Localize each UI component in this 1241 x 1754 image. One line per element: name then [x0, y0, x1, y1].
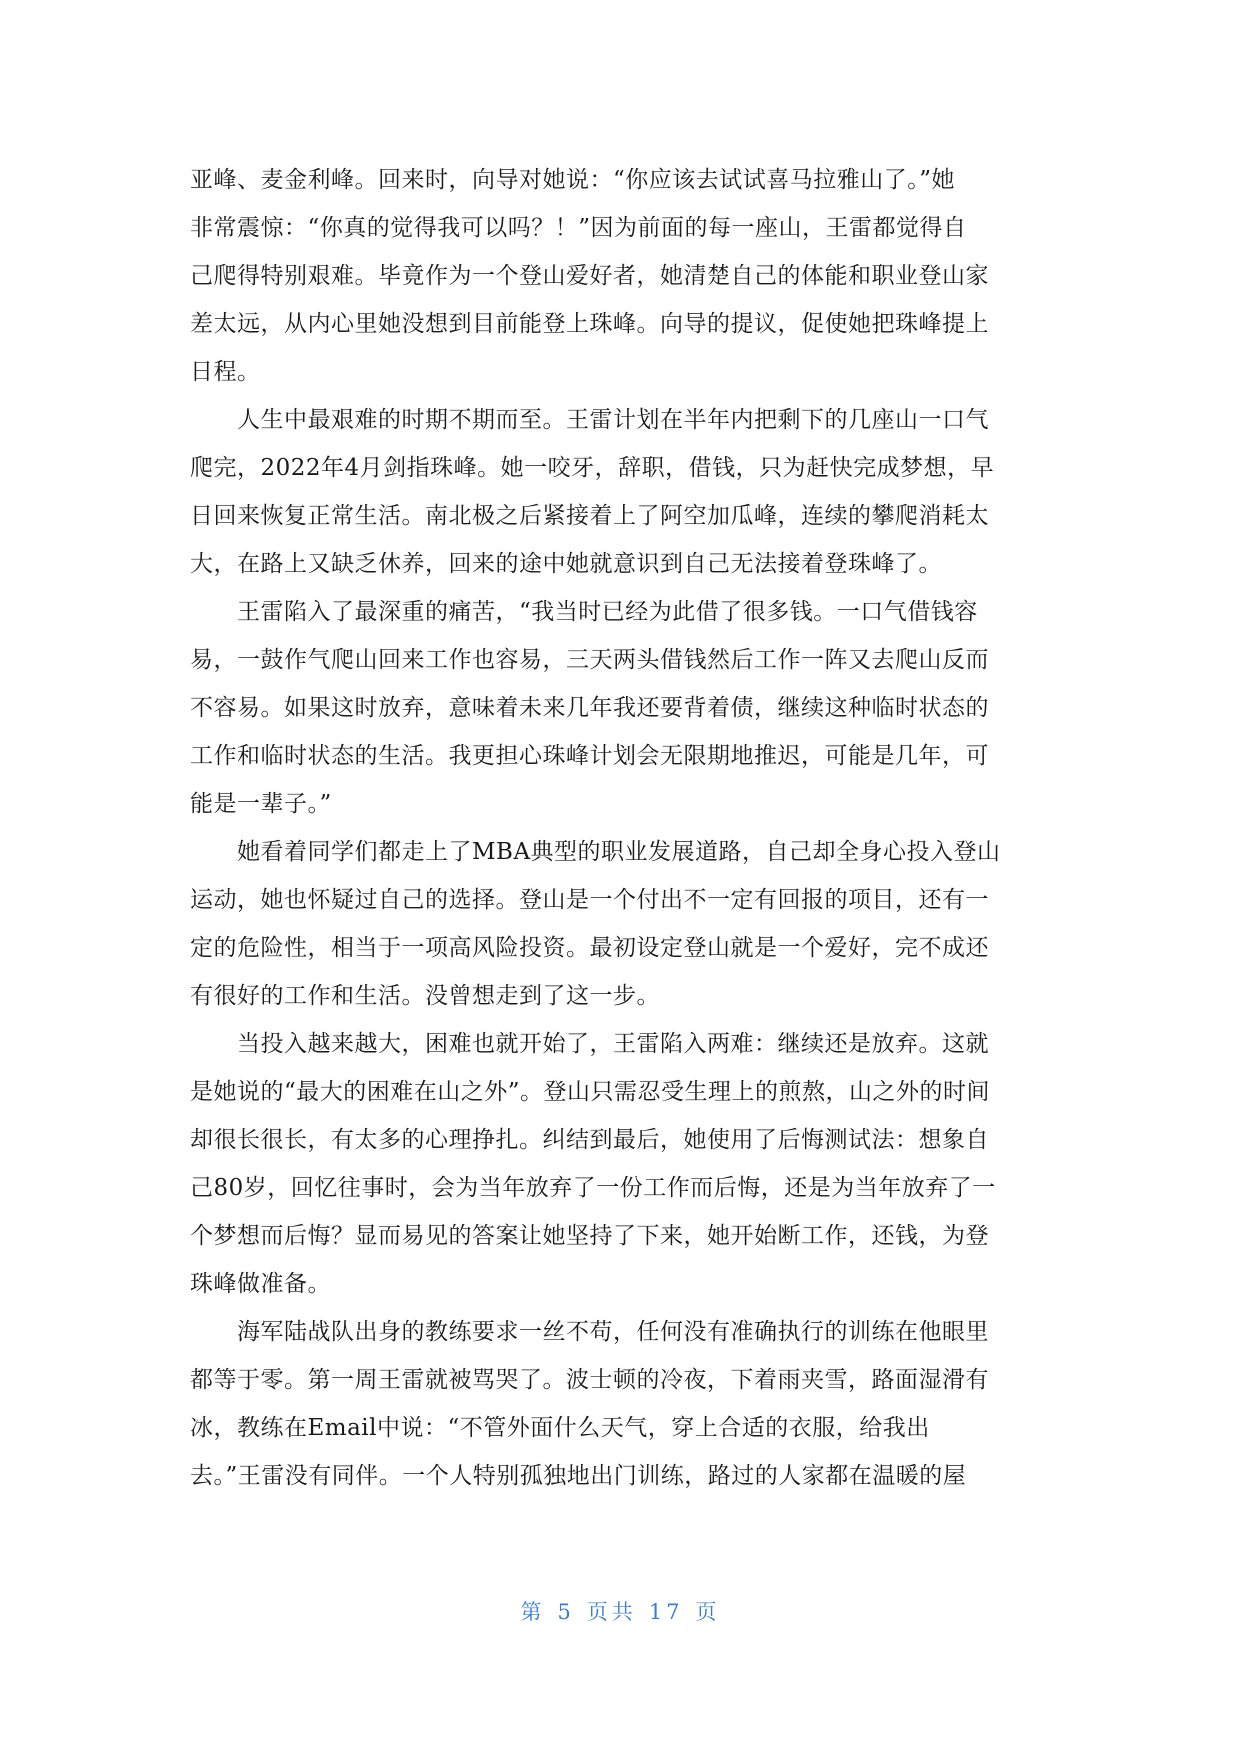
text-line: 定的危险性，相当于一项高风险投资。最初设定登山就是一个爱好，完不成还 [190, 935, 989, 961]
text-line: 人生中最艰难的时期不期而至。王雷计划在半年内把剩下的几座山一口气 [190, 407, 989, 433]
body-text [190, 156, 1050, 1500]
text-line: 爬完，2022年4月剑指珠峰。她一咬牙，辞职，借钱，只为赶快完成梦想，早 [190, 455, 995, 481]
text-line: 有很好的工作和生活。没曾想走到了这一步。 [190, 983, 660, 1009]
text-line: 个梦想而后悔？显而易见的答案让她坚持了下来，她开始断工作，还钱，为登 [190, 1223, 989, 1249]
page-footer [0, 1596, 1241, 1626]
text-line: 是她说的“最大的困难在山之外”。登山只需忍受生理上的煎熬，山之外的时间 [190, 1079, 991, 1105]
text-line: 海军陆战队出身的教练要求一丝不苟，任何没有准确执行的训练在他眼里 [190, 1319, 989, 1345]
text-line: 日回来恢复正常生活。南北极之后紧接着上了阿空加瓜峰，连续的攀爬消耗太 [190, 503, 989, 529]
text-line: 己爬得特别艰难。毕竟作为一个登山爱好者，她清楚自己的体能和职业登山家 [190, 263, 989, 289]
footer-current-page: 5 [557, 1600, 575, 1624]
text-line: 当投入越来越大，困难也就开始了，王雷陷入两难：继续还是放弃。这就 [190, 1031, 989, 1057]
text-line: 去。”王雷没有同伴。一个人特别孤独地出门训练，路过的人家都在温暖的屋 [190, 1463, 967, 1489]
text-line: 运动，她也怀疑过自己的选择。登山是一个付出不一定有回报的项目，还有一 [190, 887, 989, 913]
text-line: 她看着同学们都走上了MBA典型的职业发展道路，自己却全身心投入登山 [190, 839, 1001, 865]
text-line: 易，一鼓作气爬山回来工作也容易，三天两头借钱然后工作一阵又去爬山反而 [190, 647, 989, 673]
text-line: 都等于零。第一周王雷就被骂哭了。波士顿的冷夜，下着雨夹雪，路面湿滑有 [190, 1367, 989, 1393]
text-line: 差太远，从内心里她没想到目前能登上珠峰。向导的提议，促使她把珠峰提上 [190, 311, 989, 337]
footer-prefix: 第 [520, 1600, 546, 1624]
text-line: 非常震惊：“你真的觉得我可以吗？！”因为前面的每一座山，王雷都觉得自 [190, 215, 967, 241]
text-line: 工作和临时状态的生活。我更担心珠峰计划会无限期地推迟，可能是几年，可 [190, 743, 989, 769]
text-line: 能是一辈子。” [190, 791, 332, 817]
text-line: 不容易。如果这时放弃，意味着未来几年我还要背着债，继续这种临时状态的 [190, 695, 989, 721]
text-line: 却很长很长，有太多的心理挣扎。纠结到最后，她使用了后悔测试法：想象自 [190, 1127, 989, 1153]
text-line: 亚峰、麦金利峰。回来时，向导对她说：“你应该去试试喜马拉雅山了。”她 [190, 167, 956, 193]
text-line: 珠峰做准备。 [190, 1271, 331, 1297]
text-line: 冰，教练在Email中说：“不管外面什么天气，穿上合适的衣服，给我出 [190, 1415, 930, 1441]
text-line: 大，在路上又缺乏休养，回来的途中她就意识到自己无法接着登珠峰了。 [190, 551, 942, 577]
footer-suffix: 页 [695, 1600, 721, 1624]
text-line: 日程。 [190, 359, 261, 385]
footer-middle: 页共 [586, 1600, 637, 1624]
text-line: 王雷陷入了最深重的痛苦，“我当时已经为此借了很多钱。一口气借钱容 [190, 599, 978, 625]
text-line: 己80岁，回忆往事时，会为当年放弃了一份工作而后悔，还是为当年放弃了一 [190, 1175, 996, 1201]
footer-total-pages: 17 [648, 1600, 684, 1624]
